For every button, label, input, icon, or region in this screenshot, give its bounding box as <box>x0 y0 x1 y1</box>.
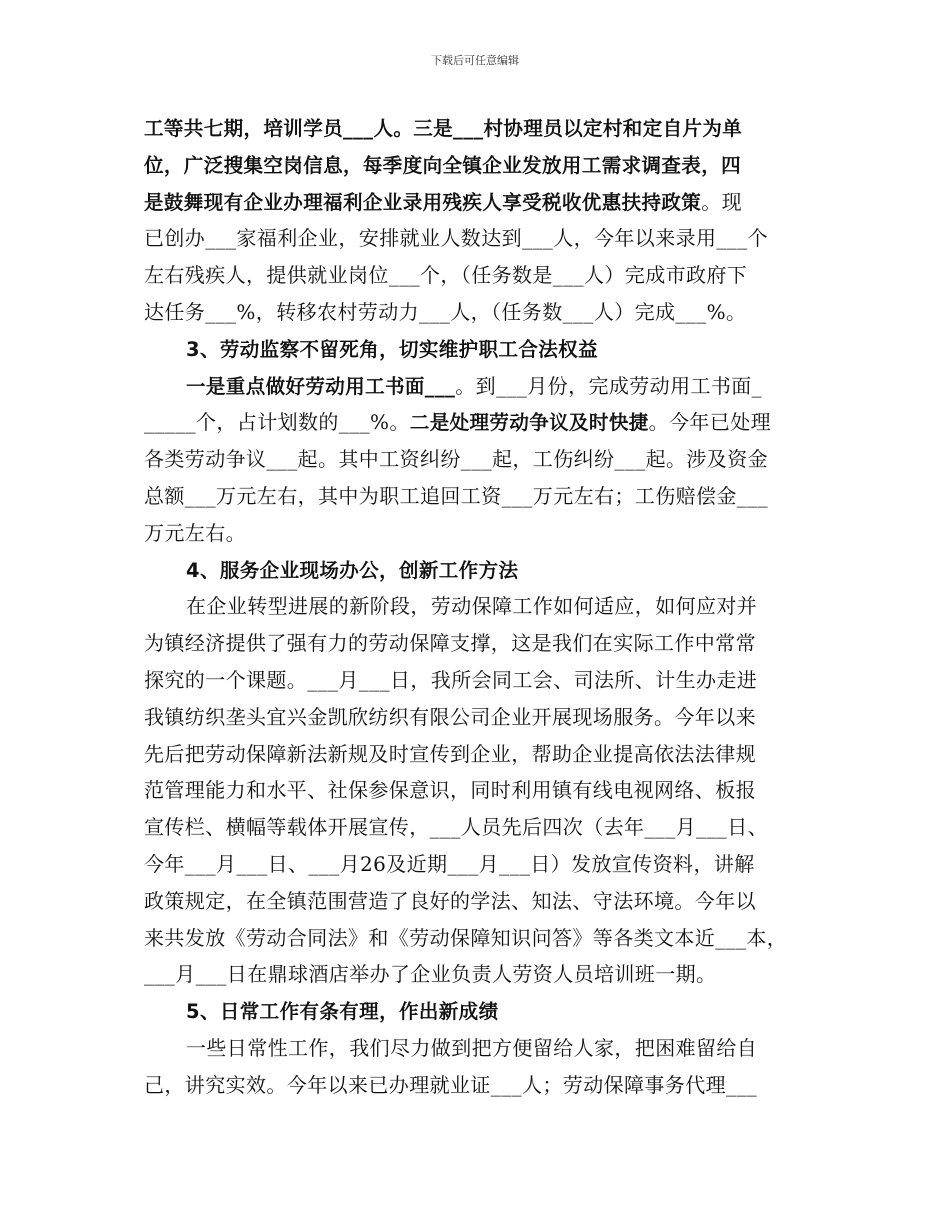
text-line <box>144 625 810 662</box>
text-segment: 范管理能力和水平、社保参保意识，同时利用镇有线电视网络、板报 <box>144 778 756 803</box>
text-line <box>144 772 810 809</box>
text-segment: 来共发放《劳动合同法》和《劳动保障知识问答》等各类文本近___本， <box>144 925 788 950</box>
bold-text-segment: 5、日常工作有条有理，作出新成绩 <box>186 1000 499 1024</box>
text-segment: 在企业转型进展的新阶段，劳动保障工作如何适应，如何应对并 <box>186 594 758 619</box>
text-line <box>144 1067 810 1104</box>
bold-text-segment: 工等共七期，培训学员___人。三是___村协理员以定村和定自片为单 <box>144 117 743 140</box>
text-line <box>144 736 810 773</box>
text-segment: 今年___月___日、___月26及近期___月___日）发放宣传资料，讲解 <box>144 851 755 876</box>
document-body <box>144 110 810 1104</box>
text-line <box>144 809 810 846</box>
text-segment: _____个，占计划数的___%。 <box>144 410 410 435</box>
section-heading <box>144 993 810 1030</box>
text-segment: 宣传栏、横幅等载体开展宣传，___人员先后四次（去年___月___日、 <box>144 815 768 840</box>
text-segment: 各类劳动争议___起。其中工资纠纷___起，工伤纠纷___起。涉及资金 <box>144 447 768 472</box>
text-line <box>144 588 810 625</box>
text-segment: 一些日常性工作，我们尽力做到把方便留给人家，把困难留给自 <box>186 1035 758 1060</box>
text-line <box>144 368 810 405</box>
text-line <box>144 846 810 883</box>
text-line <box>144 110 810 147</box>
text-segment: 总额___万元左右，其中为职工追回工资___万元左右；工伤赔偿金___ <box>144 483 768 508</box>
bold-text-segment: 4、服务企业现场办公，创新工作方法 <box>186 558 519 582</box>
text-line <box>144 478 810 515</box>
text-segment: 。今年已处理 <box>648 410 772 435</box>
text-segment: 万元左右。 <box>144 520 246 545</box>
bold-text-segment: 一是重点做好劳动用工书面___ <box>186 374 456 398</box>
text-line <box>144 883 810 920</box>
text-line <box>144 515 810 552</box>
text-segment: 左右残疾人，提供就业岗位___个，（任务数是___人）完成市政府下 <box>144 263 748 288</box>
section-heading <box>144 552 810 589</box>
text-line <box>144 404 810 441</box>
bold-text-segment: 位，广泛搜集空岗信息，每季度向全镇企业发放用工需求调查表，四 <box>144 153 742 177</box>
text-segment: 己，讲究实效。今年以来已办理就业证___人；劳动保障事务代理___ <box>144 1072 758 1097</box>
text-segment: 为镇经济提供了强有力的劳动保障支撑，这是我们在实际工作中常常 <box>144 631 756 656</box>
text-segment: 先后把劳动保障新法新规及时宣传到企业，帮助企业提高依法法律规 <box>144 741 756 766</box>
text-line <box>144 184 810 221</box>
text-line <box>144 662 810 699</box>
text-line <box>144 441 810 478</box>
text-line <box>144 257 810 294</box>
section-heading <box>144 331 810 368</box>
text-segment: 达任务___%，转移农村劳动力___人，（任务数___人）完成___%。 <box>144 299 747 324</box>
text-segment: 。现 <box>701 189 743 214</box>
text-line <box>144 220 810 257</box>
text-segment: ___月___日在鼎球酒店举办了企业负责人劳资人员培训班一期。 <box>144 962 717 987</box>
bold-text-segment: 二是处理劳动争议及时快捷 <box>409 411 649 435</box>
text-segment: 我镇纺织垄头宜兴金凯欣纺织有限公司企业开展现场服务。今年以来 <box>144 704 756 729</box>
text-line <box>144 1030 810 1067</box>
text-segment: 政策规定，在全镇范围营造了良好的学法、知法、守法环境。今年以 <box>144 888 756 913</box>
text-line <box>144 699 810 736</box>
text-line <box>144 920 810 957</box>
page-header: 下载后可任意编辑 <box>431 54 519 67</box>
bold-text-segment: 3、劳动监察不留死角，切实维护职工合法权益 <box>186 337 598 361</box>
text-segment: 探究的一个课题。___月___日，我所会同工会、司法所、计生办走进 <box>144 667 758 692</box>
text-line <box>144 956 810 993</box>
bold-text-segment: 是鼓舞现有企业办理福利企业录用残疾人享受税收优惠扶持政策 <box>144 190 702 214</box>
text-segment: 。到___月份，完成劳动用工书面_ <box>455 373 763 398</box>
text-segment: 已创办___家福利企业，安排就业人数达到___人，今年以来录用___个 <box>144 226 768 251</box>
text-line <box>144 147 810 184</box>
text-line <box>144 294 810 331</box>
